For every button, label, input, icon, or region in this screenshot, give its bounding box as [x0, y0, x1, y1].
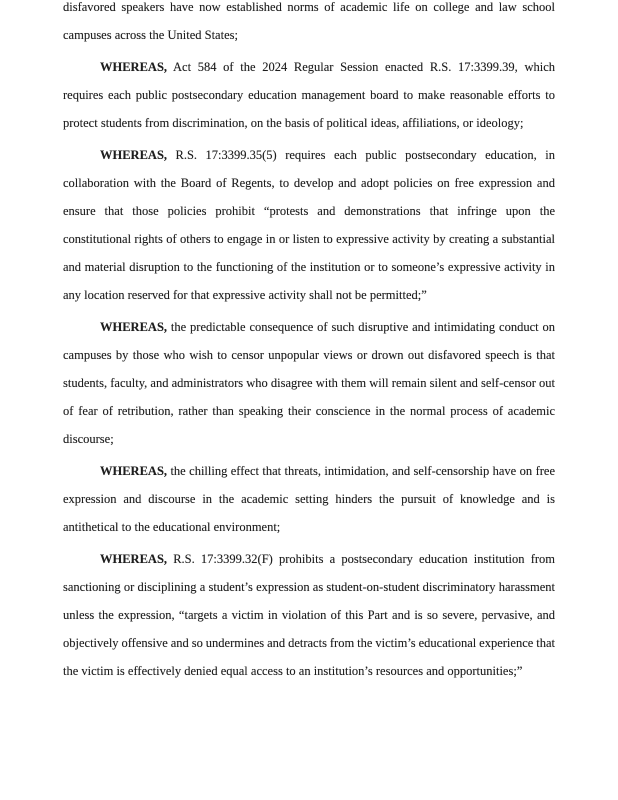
- text-line-body: Act 584 of the 2024 Regular Session enacted R.S. 17:3399.39, which: [167, 60, 555, 74]
- text-line: requires each public postsecondary education management board to make reasonable efforts to: [63, 88, 555, 102]
- text-line: protect students from discrimination, on the basis of political ideas, affiliations, or ideology;: [63, 116, 524, 130]
- whereas-keyword: WHEREAS,: [100, 464, 168, 478]
- text-line: [63, 313, 555, 341]
- whereas-keyword: WHEREAS,: [100, 60, 168, 74]
- whereas-paragraph: [63, 545, 555, 685]
- text-line: objectively offensive and so undermines and detracts from the victim’s educational experience that: [63, 636, 555, 650]
- text-line: expression and discourse in the academic setting hinders the pursuit of knowledge and is: [63, 492, 555, 506]
- text-line: sanctioning or disciplining a student’s expression as student-on-student discriminatory harassment: [63, 580, 555, 594]
- whereas-keyword: WHEREAS,: [100, 552, 168, 566]
- text-line: antithetical to the educational environment;: [63, 520, 281, 534]
- whereas-paragraph: [63, 53, 555, 137]
- text-line: discourse;: [63, 432, 114, 446]
- text-line: campuses by those who wish to censor unpopular views or drown out disfavored speech is that: [63, 348, 555, 362]
- text-line: campuses across the United States;: [63, 28, 238, 42]
- whereas-keyword: WHEREAS,: [100, 320, 168, 334]
- text-line: disfavored speakers have now established norms of academic life on college and law school: [63, 0, 555, 14]
- text-line-body: the chilling effect that threats, intimidation, and self-censorship have on free: [167, 464, 555, 478]
- text-line: the victim is effectively denied equal access to an institution’s resources and opportunities;”: [63, 664, 523, 678]
- text-line: constitutional rights of others to engage in or listen to expressive activity by creating a substantial: [63, 232, 555, 246]
- text-line-body: the predictable consequence of such disruptive and intimidating conduct on: [167, 320, 555, 334]
- text-line: collaboration with the Board of Regents, to develop and adopt policies on free expression and: [63, 176, 555, 190]
- whereas-paragraph: [63, 0, 555, 49]
- text-line-body: R.S. 17:3399.35(5) requires each public postsecondary education, in: [167, 148, 555, 162]
- text-line: [63, 457, 555, 485]
- whereas-keyword: WHEREAS,: [100, 148, 168, 162]
- text-line: any location reserved for that expressive activity shall not be permitted;”: [63, 288, 427, 302]
- text-line: [63, 545, 555, 573]
- text-line-body: R.S. 17:3399.32(F) prohibits a postsecondary education institution from: [167, 552, 555, 566]
- whereas-paragraph: [63, 457, 555, 541]
- text-line: and material disruption to the functioning of the institution or to someone’s expressive activity in: [63, 260, 555, 274]
- whereas-paragraph: [63, 313, 555, 453]
- text-line: ensure that those policies prohibit “protests and demonstrations that infringe upon the: [63, 204, 555, 218]
- whereas-paragraph: [63, 141, 555, 309]
- text-line: students, faculty, and administrators who disagree with them will remain silent and self-censor out: [63, 376, 555, 390]
- text-line: of fear of retribution, rather than speaking their conscience in the normal process of academic: [63, 404, 555, 418]
- document-text: [63, 0, 555, 685]
- text-line: [63, 53, 555, 81]
- text-line: unless the expression, “targets a victim in violation of this Part and is so severe, pervasive, and: [63, 608, 555, 622]
- text-line: [63, 141, 555, 169]
